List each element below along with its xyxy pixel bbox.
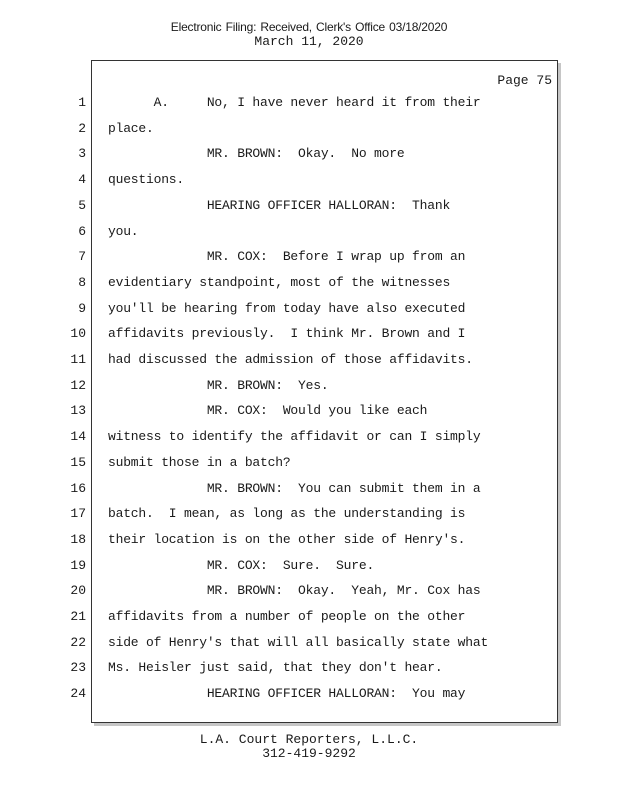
line-text: questions.	[108, 172, 185, 188]
line-text: witness to identify the affidavit or can I simply	[108, 429, 481, 445]
reporter-company: L.A. Court Reporters, L.L.C.	[199, 732, 419, 747]
line-text: batch. I mean, as long as the understanding is	[108, 506, 466, 522]
transcript-line	[0, 93, 560, 113]
line-number: 8	[78, 274, 86, 290]
line-number: 16	[70, 480, 86, 496]
line-number: 12	[70, 377, 86, 393]
page-number: Page 75	[497, 73, 552, 88]
line-number: 2	[78, 120, 86, 136]
line-text: MR. BROWN: Okay. No more	[108, 146, 405, 162]
line-text: place.	[108, 120, 154, 136]
transcript-line	[0, 658, 560, 678]
transcript-line	[0, 556, 560, 576]
transcript-line	[0, 479, 560, 499]
transcript-line	[0, 144, 560, 164]
line-number: 17	[70, 506, 86, 522]
transcript-line	[0, 427, 560, 447]
transcript-line	[0, 170, 560, 190]
transcript-line	[0, 196, 560, 216]
transcript-line	[0, 119, 560, 139]
line-number: 13	[70, 403, 86, 419]
filing-stamp: Electronic Filing: Received, Clerk's Office 03/18/2020	[170, 20, 448, 34]
line-text: you'll be hearing from today have also executed	[108, 300, 466, 316]
line-number: 1	[78, 95, 86, 110]
line-number: 20	[70, 583, 86, 599]
line-text: MR. BROWN: Yes.	[108, 377, 329, 393]
line-text: HEARING OFFICER HALLORAN: Thank	[108, 197, 451, 213]
transcript-line	[0, 324, 560, 344]
line-text: MR. BROWN: Okay. Yeah, Mr. Cox has	[108, 583, 481, 599]
line-number: 19	[70, 557, 86, 573]
line-text: Ms. Heisler just said, that they don't hear.	[108, 660, 443, 676]
transcript-line	[0, 299, 560, 319]
line-text: submit those in a batch?	[108, 454, 291, 470]
line-number: 18	[70, 531, 86, 547]
transcript-line	[0, 350, 560, 370]
line-text: MR. COX: Before I wrap up from an	[108, 249, 466, 265]
line-number: 21	[70, 609, 86, 624]
transcript-line	[0, 273, 560, 293]
line-text: evidentiary standpoint, most of the witnesses	[108, 274, 451, 290]
transcript-line	[0, 401, 560, 421]
hearing-date: March 11, 2020	[254, 34, 364, 49]
line-text: affidavits from a number of people on the other	[108, 609, 466, 624]
line-text: affidavits previously. I think Mr. Brown and I	[108, 326, 466, 342]
transcript-line	[0, 530, 560, 550]
transcript-line	[0, 684, 560, 704]
line-number: 24	[70, 686, 86, 702]
transcript-line	[0, 376, 560, 396]
line-text: HEARING OFFICER HALLORAN: You may	[108, 686, 466, 702]
line-number: 5	[78, 197, 86, 213]
filing-header	[0, 20, 618, 49]
reporter-phone: 312-419-9292	[262, 746, 356, 761]
line-number: 11	[70, 352, 86, 367]
line-text: had discussed the admission of those affidavits.	[108, 352, 473, 367]
line-number: 6	[78, 223, 86, 239]
transcript-line	[0, 607, 560, 627]
transcript-line	[0, 247, 560, 267]
transcript-line	[0, 222, 560, 242]
line-number: 23	[70, 660, 86, 676]
line-text: A. No, I have never heard it from their	[108, 95, 481, 110]
transcript-line	[0, 633, 560, 653]
line-text: MR. BROWN: You can submit them in a	[108, 480, 481, 496]
line-number: 10	[70, 326, 86, 342]
line-text: side of Henry's that will all basically state what	[108, 634, 489, 650]
line-number: 7	[78, 249, 86, 265]
reporter-footer	[0, 733, 618, 761]
line-text: their location is on the other side of Henry's.	[108, 531, 466, 547]
line-number: 4	[78, 172, 86, 188]
transcript-line	[0, 504, 560, 524]
line-number: 15	[70, 454, 86, 470]
transcript-line	[0, 581, 560, 601]
line-text: you.	[108, 223, 139, 239]
line-number: 22	[70, 634, 86, 650]
transcript-line	[0, 453, 560, 473]
line-number: 9	[78, 300, 86, 316]
line-number: 14	[70, 429, 86, 445]
line-number: 3	[78, 146, 86, 162]
line-text: MR. COX: Would you like each	[108, 403, 428, 419]
line-text: MR. COX: Sure. Sure.	[108, 557, 375, 573]
